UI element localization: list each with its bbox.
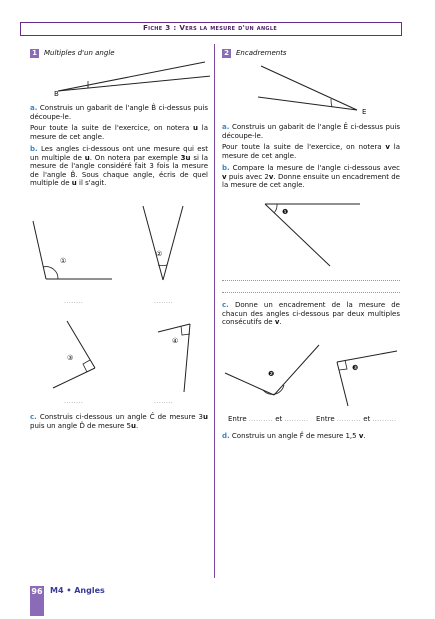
and-word-3: et <box>363 415 371 423</box>
angle-3-figure <box>50 318 105 393</box>
ex1-question-a <box>30 104 208 121</box>
ex1-b-var3: u <box>71 179 77 188</box>
ex1-c-text-3: . <box>135 421 139 430</box>
ex1-a-label: a. <box>30 104 38 112</box>
ex2-b-var2: v <box>268 172 274 181</box>
and-word-2: et <box>275 415 283 423</box>
angle-4-figure <box>140 320 200 395</box>
ex1-c-var2: u <box>130 421 136 430</box>
page-title: Fiche 3 : Vers la mesure d'un angle <box>142 23 278 32</box>
ex2-b-text-1: Compare la mesure de l'angle ci-dessous avec <box>232 164 400 172</box>
ex1-a-text: Construis un gabarit de l'angle B̂ ci-dessus puis découpe-le. <box>30 104 208 121</box>
angle-2-label: ② <box>156 250 163 258</box>
ex1-b-text-4: il s'agit. <box>76 179 107 188</box>
ex1-question-c <box>30 413 208 430</box>
ex2-c-var: v <box>274 318 280 327</box>
ex2-b-var1: v <box>222 172 227 181</box>
exercise-2-title: Encadrements <box>236 49 287 57</box>
ex1-b-text-1: Les angles ci-dessous ont une mesure qui est un multiple de <box>30 145 208 162</box>
ex1-note-var: u <box>193 124 198 132</box>
ex1-note-text-1: Pour toute la suite de l'exercice, on notera <box>30 124 194 132</box>
angle-ex2-3-figure <box>330 348 400 410</box>
exercise-1-title: Multiples d'un angle <box>44 49 115 57</box>
angle-e-figure <box>255 62 365 114</box>
angle-1-figure <box>30 215 120 285</box>
ex2-d-var: v <box>358 432 364 440</box>
angle-ex2-1-figure <box>262 200 362 270</box>
ex1-question-b <box>30 145 208 188</box>
ex2-question-d <box>222 432 400 441</box>
ex2-question-c <box>222 301 400 327</box>
ex2-d-text-2: . <box>363 432 366 440</box>
answer-line-2[interactable] <box>222 292 400 293</box>
ex2-question-a <box>222 123 400 140</box>
ex1-c-var1: u <box>203 413 208 421</box>
angle-ex2-3-label: ❸ <box>352 364 359 372</box>
angle-2-answer: ........ <box>154 298 174 305</box>
ex2-c-text-1: Donne un encadrement de la mesure de chacun des angles ci-dessous par deux multiples consécutifs de <box>222 301 400 327</box>
ex2-d-text-1: Construis un angle F̂ de mesure 1,5 <box>231 432 359 440</box>
exercise-1-badge: 1 <box>30 49 39 58</box>
angle-1-label: ① <box>60 257 67 265</box>
page-number-badge <box>30 586 44 616</box>
between-word-3: Entre <box>316 415 335 423</box>
dots-2a[interactable]: .......... <box>248 416 273 423</box>
ex1-note-text-2: la mesure de cet angle. <box>30 124 208 141</box>
answer-line-1[interactable] <box>222 280 400 281</box>
ex2-c-text-2: . <box>279 318 282 327</box>
ex2-d-label: d. <box>222 432 230 440</box>
bracket-answer-2 <box>228 415 309 425</box>
angle-4-answer: ........ <box>154 398 174 405</box>
ex2-note-var: v <box>385 143 390 151</box>
ex2-note <box>222 143 400 160</box>
ex2-b-label: b. <box>222 164 230 172</box>
ex2-c-label: c. <box>222 301 229 309</box>
dots-3b[interactable]: .......... <box>372 416 397 423</box>
between-word-2: Entre <box>228 415 247 423</box>
angle-4-label: ④ <box>172 337 179 345</box>
angle-2-figure <box>138 203 188 283</box>
column-divider <box>214 44 215 578</box>
chapter-title: M4 • Angles <box>50 586 105 595</box>
bracket-answer-3 <box>316 415 397 425</box>
ex2-a-text: Construis un gabarit de l'angle Ê ci-dessus puis découpe-le. <box>222 123 400 140</box>
exercise-2-badge: 2 <box>222 49 231 58</box>
dots-3a[interactable]: .......... <box>336 416 361 423</box>
ex1-b-label: b. <box>30 145 38 153</box>
point-e-label: E <box>362 108 367 116</box>
ex2-question-b <box>222 164 400 190</box>
dots-2b[interactable]: .......... <box>284 416 309 423</box>
ex1-note <box>30 124 208 141</box>
angle-1-answer: ........ <box>64 298 84 305</box>
angle-3-answer: ........ <box>64 398 84 405</box>
ex2-note-text-1: Pour toute la suite de l'exercice, on notera <box>222 143 386 151</box>
ex1-c-text-1: Construis ci-dessous un angle Ĉ de mesure 3 <box>39 413 204 421</box>
point-b-label: B <box>54 90 59 98</box>
page-number: 96 <box>31 587 43 596</box>
ex2-b-text-3: . Donne ensuite un encadrement de la mesure de cet angle. <box>222 172 400 190</box>
ex2-note-text-2: la mesure de cet angle. <box>222 143 400 160</box>
ex1-b-text-3: si la mesure de l'angle considéré fait 3 fois la mesure de l'angle B̂. Sous chaque angle, écris de quel multiple de <box>30 153 209 188</box>
ex1-c-label: c. <box>30 413 37 421</box>
ex1-b-text-2: . On notera par exemple <box>89 153 181 162</box>
ex2-b-text-2: puis avec 2 <box>226 172 269 181</box>
ex1-b-var1: u <box>84 153 90 162</box>
ex2-a-label: a. <box>222 123 230 131</box>
ex1-b-var2: 3u <box>180 153 191 162</box>
ex1-c-text-2: puis un angle D̂ de mesure 5 <box>30 421 131 430</box>
angle-ex2-2-label: ❷ <box>268 370 275 378</box>
angle-ex2-1-label: ❶ <box>282 208 289 216</box>
angle-3-label: ③ <box>67 354 74 362</box>
